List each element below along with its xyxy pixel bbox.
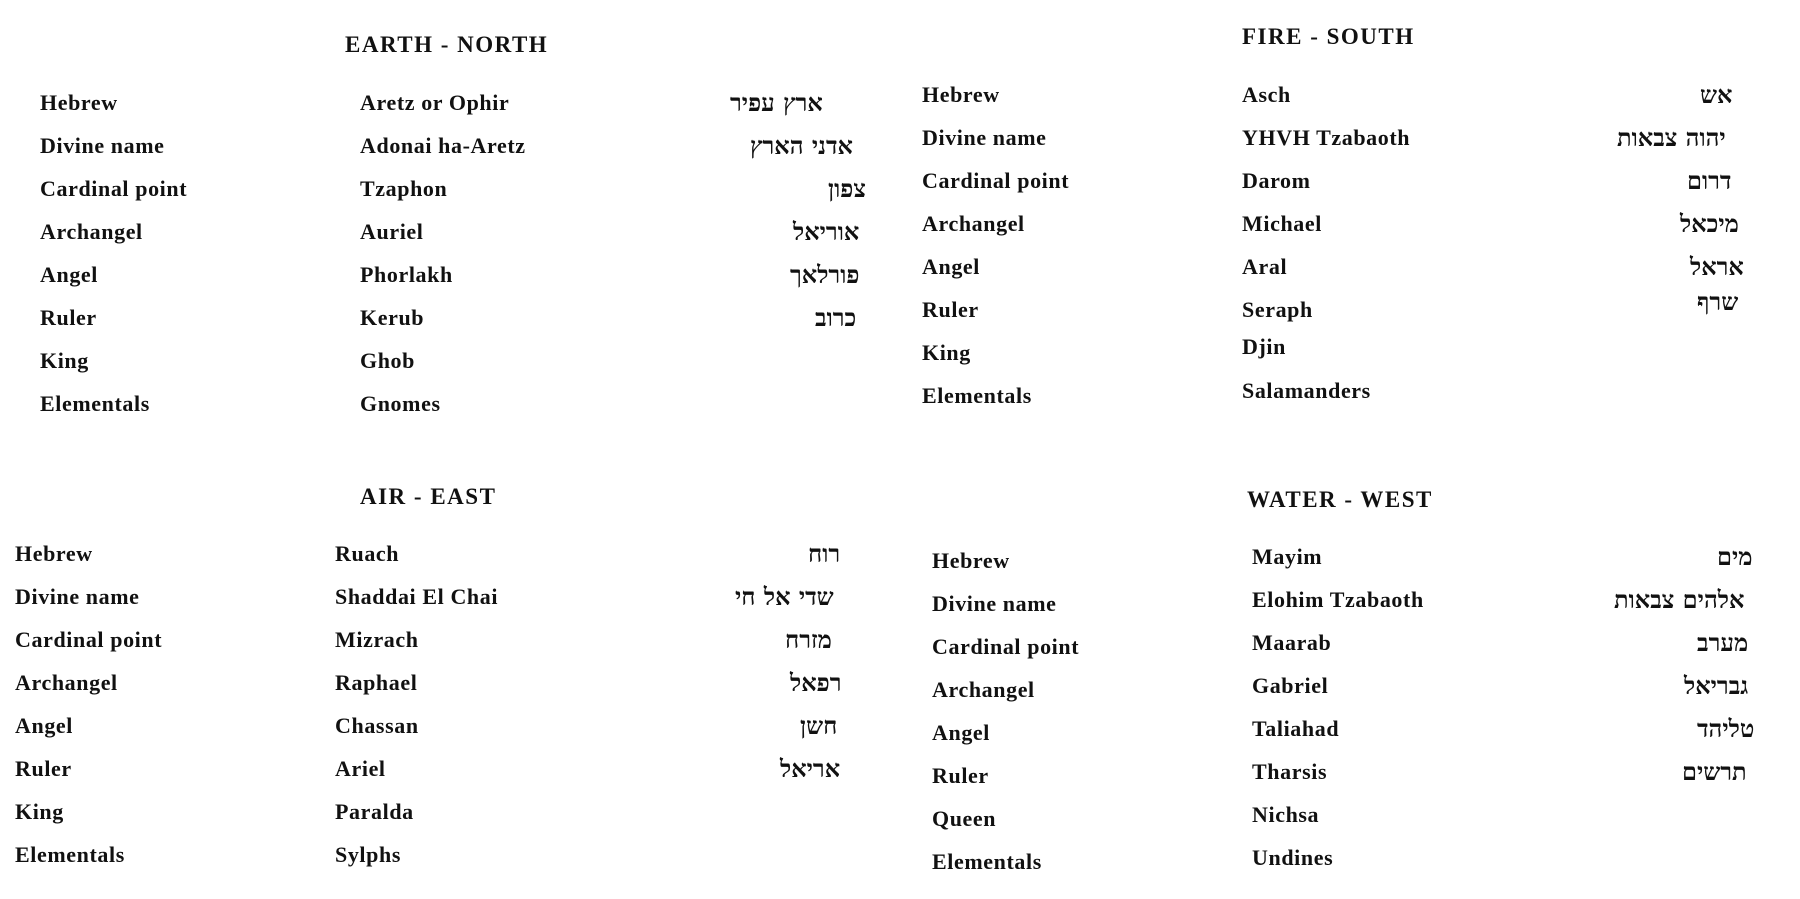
- fire-south-block: [922, 22, 1762, 422]
- row-label: Ruler: [922, 297, 979, 322]
- row-value: Gnomes: [360, 391, 441, 416]
- row-label: Divine name: [15, 584, 140, 609]
- row-hebrew: רפאל: [790, 668, 842, 697]
- row-hebrew: אראל: [1690, 252, 1744, 281]
- air-east-block: [15, 484, 855, 884]
- row-value: Kerub: [360, 305, 425, 330]
- row-label: Angel: [15, 713, 73, 738]
- row-label: Cardinal point: [15, 627, 163, 652]
- row-value: Ariel: [335, 756, 386, 781]
- row-hebrew: כרוב: [815, 303, 857, 332]
- row-value: Aral: [1242, 254, 1288, 279]
- row-hebrew: ארץ עפיר: [730, 88, 823, 117]
- row-label: Hebrew: [932, 548, 1010, 573]
- row-value: Taliahad: [1252, 716, 1340, 741]
- row-hebrew: מזרח: [785, 625, 832, 654]
- row-label: Cardinal point: [922, 168, 1070, 193]
- row-label: King: [922, 340, 971, 365]
- row-value: Asch: [1242, 82, 1291, 107]
- row-label: Elementals: [15, 842, 125, 867]
- row-label: Hebrew: [40, 90, 118, 115]
- row-hebrew: מיכאל: [1680, 209, 1739, 238]
- row-value: Mizrach: [335, 627, 419, 652]
- block-title: FIRE - SOUTH: [1242, 24, 1415, 49]
- row-label: Archangel: [40, 219, 143, 244]
- row-hebrew: פורלאך: [790, 260, 860, 289]
- row-value: Chassan: [335, 713, 419, 738]
- row-label: Cardinal point: [40, 176, 188, 201]
- block-title: EARTH - NORTH: [345, 32, 549, 57]
- row-value: Ghob: [360, 348, 415, 373]
- row-value: Gabriel: [1252, 673, 1329, 698]
- row-value: Michael: [1242, 211, 1322, 236]
- row-value: Ruach: [335, 541, 400, 566]
- row-label: Queen: [932, 806, 997, 831]
- row-value: Raphael: [335, 670, 418, 695]
- row-hebrew: צפון: [828, 174, 866, 203]
- row-value: Auriel: [360, 219, 424, 244]
- row-hebrew: גבריאל: [1684, 671, 1749, 700]
- water-west-block: [932, 487, 1772, 887]
- block-title: AIR - EAST: [360, 484, 497, 509]
- row-value: Maarab: [1252, 630, 1332, 655]
- row-value: Nichsa: [1252, 802, 1320, 827]
- row-label: Ruler: [15, 756, 72, 781]
- row-hebrew: אוריאל: [793, 217, 860, 246]
- row-hebrew: אדני הארץ: [750, 131, 853, 160]
- row-hebrew: מערב: [1697, 628, 1749, 657]
- row-hebrew: אריאל: [780, 754, 841, 783]
- row-hebrew: שדי אל חי: [735, 582, 834, 611]
- row-value: Undines: [1252, 845, 1334, 870]
- row-label: Divine name: [922, 125, 1047, 150]
- row-label: Elementals: [932, 849, 1042, 874]
- row-hebrew: אש: [1700, 80, 1733, 109]
- row-hebrew: רוח: [808, 539, 841, 568]
- row-hebrew: חשן: [800, 711, 838, 740]
- row-label: Divine name: [932, 591, 1057, 616]
- row-label: Ruler: [40, 305, 97, 330]
- row-value: Seraph: [1242, 297, 1313, 322]
- row-label: Ruler: [932, 763, 989, 788]
- row-label: King: [40, 348, 89, 373]
- row-hebrew: יהוה צבאות: [1617, 123, 1726, 152]
- row-label: Archangel: [15, 670, 118, 695]
- row-value: YHVH Tzabaoth: [1242, 125, 1411, 150]
- row-value: Paralda: [335, 799, 414, 824]
- row-hebrew: תרשים: [1682, 757, 1747, 786]
- row-label: Hebrew: [15, 541, 93, 566]
- row-value: Shaddai El Chai: [335, 584, 499, 609]
- row-label: Archangel: [932, 677, 1035, 702]
- row-value: Salamanders: [1242, 378, 1371, 403]
- row-hebrew: דרום: [1687, 166, 1732, 195]
- row-label: Archangel: [922, 211, 1025, 236]
- row-value: Darom: [1242, 168, 1311, 193]
- row-value: Phorlakh: [360, 262, 453, 287]
- row-value: Djin: [1242, 334, 1286, 359]
- row-value: Mayim: [1252, 544, 1323, 569]
- row-value: Elohim Tzabaoth: [1252, 587, 1424, 612]
- row-value: Tzaphon: [360, 176, 448, 201]
- earth-north-block: [40, 30, 880, 430]
- row-value: Tharsis: [1252, 759, 1328, 784]
- row-label: Angel: [40, 262, 98, 287]
- row-value: Adonai ha-Aretz: [360, 133, 526, 158]
- row-value: Aretz or Ophir: [360, 90, 510, 115]
- row-label: Elementals: [922, 383, 1032, 408]
- row-label: Divine name: [40, 133, 165, 158]
- row-label: Cardinal point: [932, 634, 1080, 659]
- row-hebrew: שרף: [1697, 287, 1739, 316]
- row-hebrew: אלהים צבאות: [1614, 585, 1745, 614]
- row-hebrew: מים: [1717, 542, 1753, 571]
- block-title: WATER - WEST: [1247, 487, 1433, 512]
- row-label: Angel: [922, 254, 980, 279]
- row-label: Hebrew: [922, 82, 1000, 107]
- row-label: Angel: [932, 720, 990, 745]
- row-label: King: [15, 799, 64, 824]
- row-value: Sylphs: [335, 842, 401, 867]
- row-hebrew: טליהד: [1697, 714, 1755, 743]
- row-label: Elementals: [40, 391, 150, 416]
